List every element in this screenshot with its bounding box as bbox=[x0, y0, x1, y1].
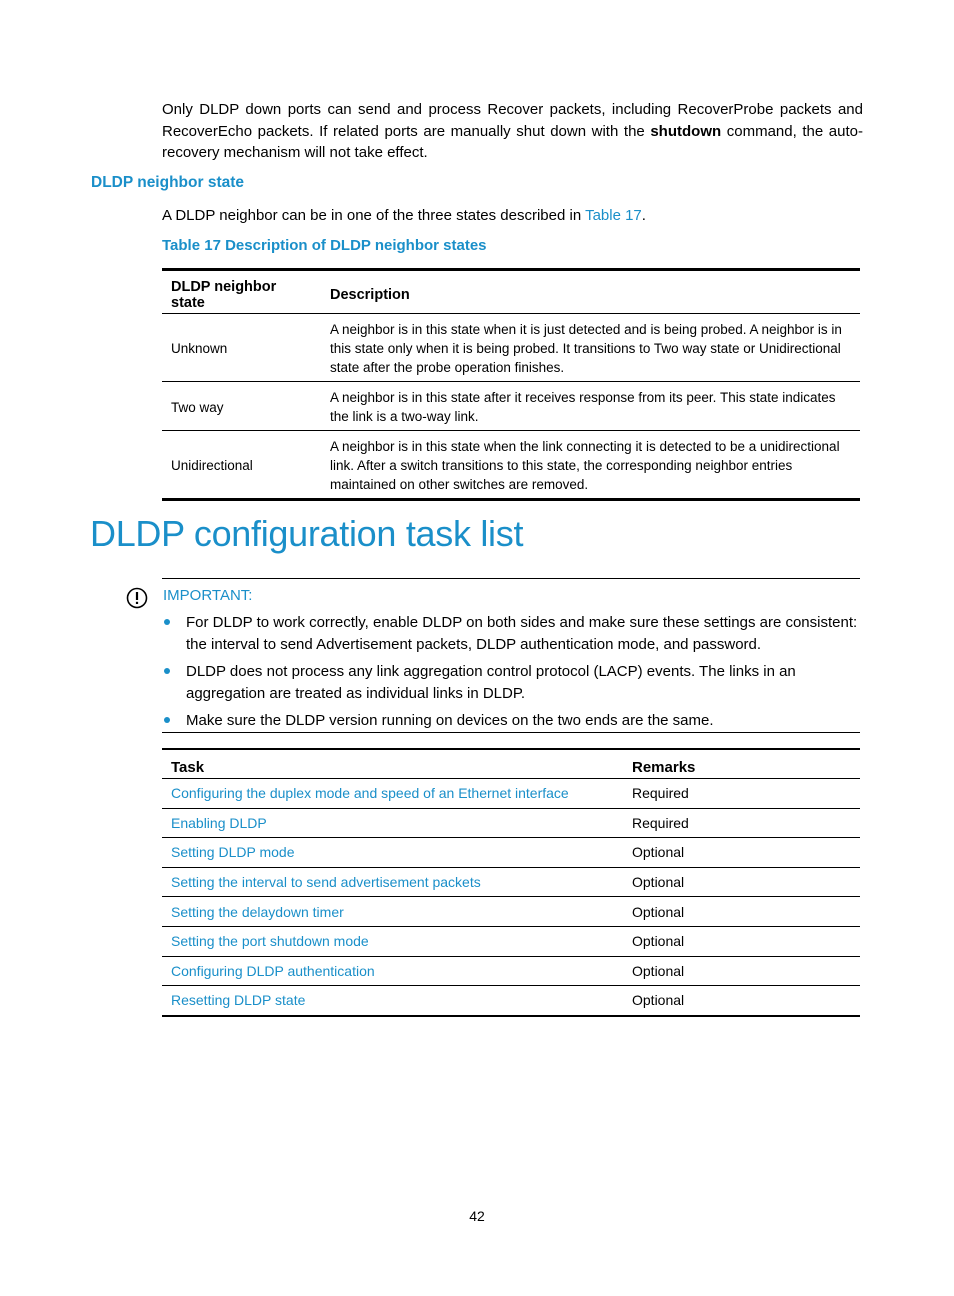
description-cell: A neighbor is in this state when the link connecting it is detected to be a unidirectional link. After a switch transitions to this state, the corresponding neighbor entries maintained on other switches are removed. bbox=[330, 439, 840, 492]
bullet-icon bbox=[164, 619, 170, 625]
task-cell bbox=[162, 838, 623, 868]
column-header-state: DLDP neighbor state bbox=[162, 270, 321, 314]
remarks-cell: Optional bbox=[623, 838, 860, 868]
table-row bbox=[162, 838, 860, 868]
task-link-dldp-mode[interactable]: Setting DLDP mode bbox=[171, 844, 295, 861]
table-row bbox=[162, 808, 860, 838]
state-cell: Unidirectional bbox=[171, 458, 253, 473]
task-cell bbox=[162, 779, 623, 809]
task-cell bbox=[162, 986, 623, 1016]
task-link-delaydown-timer[interactable]: Setting the delaydown timer bbox=[171, 903, 344, 920]
task-link-resetting-state[interactable]: Resetting DLDP state bbox=[171, 992, 306, 1009]
table-header-row bbox=[162, 270, 860, 314]
table-row bbox=[162, 956, 860, 986]
remarks-cell: Optional bbox=[623, 926, 860, 956]
bullet-icon bbox=[164, 717, 170, 723]
task-link-enabling-dldp[interactable]: Enabling DLDP bbox=[171, 814, 267, 831]
neighbor-intro-end: . bbox=[641, 207, 646, 224]
intro-text-1: Only DLDP down ports can send and process Recover packets, including RecoverProbe packets and RecoverEcho packets. If related ports are manually shut down with the bbox=[162, 101, 863, 140]
task-link-advertisement-interval[interactable]: Setting the interval to send advertisement packets bbox=[171, 874, 481, 891]
bullet-text: For DLDP to work correctly, enable DLDP on both sides and make sure these settings are consistent: the interval to send Advertisement packets, DLDP authentication mode, and password. bbox=[186, 614, 858, 653]
column-header-remarks: Remarks bbox=[623, 749, 860, 779]
task-link-port-shutdown-mode[interactable]: Setting the port shutdown mode bbox=[171, 933, 369, 950]
task-cell bbox=[162, 956, 623, 986]
exclamation-circle-icon bbox=[126, 587, 148, 609]
task-link-authentication[interactable]: Configuring DLDP authentication bbox=[171, 962, 375, 979]
table-caption: Table 17 Description of DLDP neighbor states bbox=[162, 237, 487, 254]
page-number: 42 bbox=[469, 1208, 485, 1224]
state-cell: Two way bbox=[162, 382, 321, 431]
list-item bbox=[162, 661, 861, 704]
tasks-table bbox=[162, 748, 860, 1017]
important-top-rule bbox=[162, 578, 860, 579]
table-row bbox=[162, 779, 860, 809]
task-cell bbox=[162, 926, 623, 956]
table-row bbox=[162, 314, 860, 382]
task-list-heading: DLDP configuration task list bbox=[90, 513, 524, 554]
table-row bbox=[162, 867, 860, 897]
important-bullet-list bbox=[162, 612, 861, 738]
neighbor-intro-paragraph bbox=[162, 205, 863, 227]
table-17-link[interactable]: Table 17 bbox=[585, 207, 642, 224]
bullet-text: Make sure the DLDP version running on devices on the two ends are the same. bbox=[186, 712, 714, 729]
neighbor-intro-text: A DLDP neighbor can be in one of the three states described in bbox=[162, 207, 586, 224]
neighbor-states-table bbox=[162, 268, 860, 501]
table-row bbox=[162, 382, 860, 431]
remarks-cell: Optional bbox=[632, 992, 685, 1009]
important-bottom-rule bbox=[162, 732, 860, 733]
task-cell bbox=[162, 867, 623, 897]
remarks-cell: Required bbox=[623, 779, 860, 809]
table-row bbox=[162, 431, 860, 500]
neighbor-state-heading: DLDP neighbor state bbox=[91, 174, 245, 191]
remarks-cell: Required bbox=[623, 808, 860, 838]
bullet-icon bbox=[164, 668, 170, 674]
intro-paragraph bbox=[162, 99, 863, 164]
task-cell bbox=[162, 808, 623, 838]
remarks-cell: Optional bbox=[623, 897, 860, 927]
shutdown-command: shutdown bbox=[650, 122, 722, 140]
table-row bbox=[162, 926, 860, 956]
column-header-description: Description bbox=[321, 270, 860, 314]
task-link-duplex-speed[interactable]: Configuring the duplex mode and speed of an Ethernet interface bbox=[171, 785, 569, 802]
table-row bbox=[162, 897, 860, 927]
remarks-cell: Optional bbox=[623, 867, 860, 897]
column-header-task: Task bbox=[162, 749, 623, 779]
bullet-text: DLDP does not process any link aggregation control protocol (LACP) events. The links in an aggregation are treated as individual links in DLDP. bbox=[186, 663, 796, 702]
list-item bbox=[162, 612, 861, 655]
remarks-cell: Optional bbox=[623, 956, 860, 986]
task-cell bbox=[162, 897, 623, 927]
description-cell: A neighbor is in this state when it is just detected and is being probed. A neighbor is in this state only when it is being probed. It transitions to Two way state or Unidirectional state after the probe operation finishes. bbox=[321, 314, 860, 382]
description-cell: A neighbor is in this state after it receives response from its peer. This state indicates the link is a two-way link. bbox=[321, 382, 860, 431]
list-item bbox=[162, 710, 861, 732]
state-cell: Unknown bbox=[162, 314, 321, 382]
intro-text-2: command, the auto-recovery mechanism will not take effect. bbox=[162, 122, 863, 161]
table-row bbox=[162, 986, 860, 1016]
table-header-row bbox=[162, 749, 860, 779]
important-label: IMPORTANT: bbox=[163, 587, 253, 604]
